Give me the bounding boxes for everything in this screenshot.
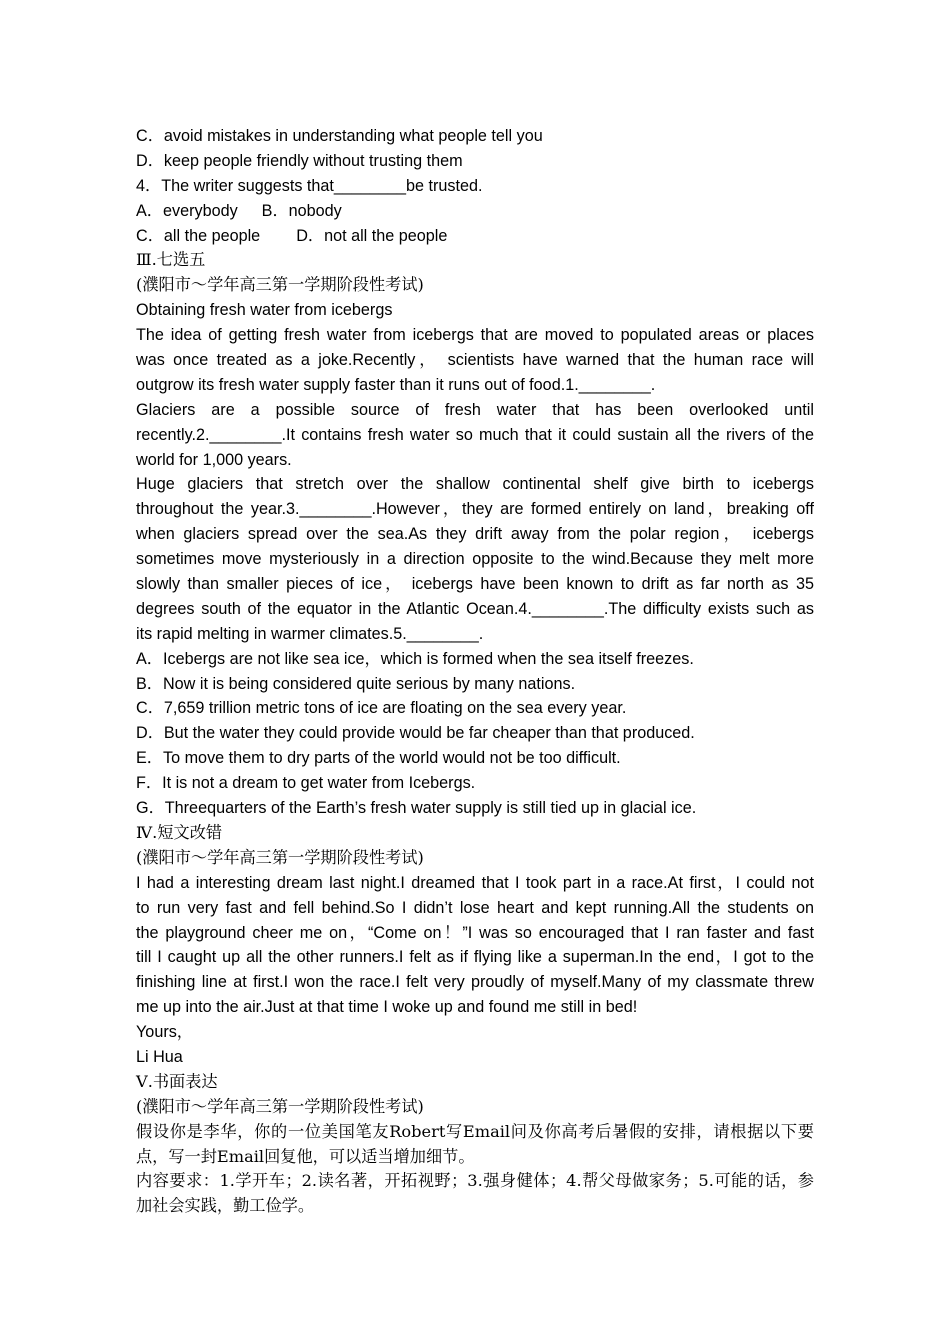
section-5-source: (濮阳市～学年高三第一学期阶段性考试) <box>136 1096 424 1116</box>
passage-line: slowly than smaller pieces of ice， icebergs have been known to drift as far north as 35 <box>136 575 814 594</box>
passage-line: sometimes move mysteriously in a direction opposite to the wind.Because they melt more <box>136 550 814 569</box>
writing-prompt-line: 加社会实践，勤工俭学。 <box>136 1196 315 1216</box>
passage-line: outgrow its fresh water supply faster than it runs out of food.1.________. <box>136 375 656 394</box>
writing-prompt-line: 假设你是李华，你的一位美国笔友Robert写Email问及你高考后暑假的安排，请根据以下要 <box>136 1121 814 1141</box>
error-correction-line: till I caught up all the other runners.I felt as if flying like a superman.In the end，I got to the <box>136 948 814 967</box>
error-correction-line: me up into the air.Just at that time I woke up and found me still in bed! <box>136 998 638 1017</box>
q4-option-c: C．all the people <box>136 226 261 245</box>
q3-option-c: C．avoid mistakes in understanding what people tell you <box>136 127 543 145</box>
passage-line: degrees south of the equator in the Atlantic Ocean.4.________.The difficulty exists such as <box>136 599 814 618</box>
q4-option-d: D．not all the people <box>296 226 448 245</box>
q4-options-cd <box>136 224 814 249</box>
option-a: A．Icebergs are not like sea ice，which is formed when the sea itself freezes. <box>136 649 694 668</box>
passage-line: The idea of getting fresh water from icebergs that are moved to populated areas or places <box>136 326 814 345</box>
section-4-heading: Ⅳ.短文改错 <box>136 822 223 842</box>
q4-stem: 4．The writer suggests that________be trusted. <box>136 176 483 195</box>
passage-line: Huge glaciers that stretch over the shallow continental shelf give birth to icebergs <box>136 475 814 494</box>
error-correction-line: finishing line at first.I won the race.I felt very proudly of myself.Many of my classmate threw <box>136 973 814 992</box>
writing-prompt-line: 点，写一封Email回复他，可以适当增加细节。 <box>136 1146 475 1166</box>
passage-line: when glaciers spread over the sea.As they drift away from the polar region， icebergs <box>136 525 814 544</box>
error-correction-line: to run very fast and fell behind.So I didn’t lose heart and kept running.All the students on <box>136 898 814 917</box>
error-correction-line: I had a interesting dream last night.I dreamed that I took part in a race.At first，I could not <box>136 873 814 892</box>
option-c: C．7,659 trillion metric tons of ice are floating on the sea every year. <box>136 699 627 718</box>
section-5-heading: Ⅴ.书面表达 <box>136 1071 218 1091</box>
writing-prompt-line: 内容要求：1.学开车；2.读名著，开拓视野；3.强身健体；4.帮父母做家务；5.可能的话，参 <box>136 1171 814 1191</box>
passage-line: its rapid melting in warmer climates.5.________. <box>136 624 484 643</box>
passage-line: world for 1,000 years. <box>136 450 292 469</box>
q4-option-a: A．everybody <box>136 201 238 220</box>
q4-options-ab <box>136 199 814 224</box>
q4-option-b: B．nobody <box>261 201 342 220</box>
letter-closing: Yours， <box>136 1023 193 1042</box>
option-d: D．But the water they could provide would be far cheaper than that produced. <box>136 724 695 743</box>
letter-signature: Li Hua <box>136 1047 183 1066</box>
passage-line: Glaciers are a possible source of fresh water that has been overlooked until <box>136 400 814 419</box>
passage-line: was once treated as a joke.Recently， scientists have warned that the human race will <box>136 351 814 370</box>
section-4-source: (濮阳市～学年高三第一学期阶段性考试) <box>136 847 424 867</box>
option-g: G．Threequarters of the Earth’s fresh water supply is still tied up in glacial ice. <box>136 799 697 818</box>
option-e: E．To move them to dry parts of the world would not be too difficult. <box>136 749 621 768</box>
error-correction-line: the playground cheer me on，“Come on！”I was so encouraged that I ran faster and fast <box>136 923 814 942</box>
section-3-source: (濮阳市～学年高三第一学期阶段性考试) <box>136 275 424 295</box>
option-b: B．Now it is being considered quite serious by many nations. <box>136 674 576 693</box>
document-content <box>136 124 814 1219</box>
q3-option-d: D．keep people friendly without trusting them <box>136 151 463 170</box>
passage-title: Obtaining fresh water from icebergs <box>136 301 393 320</box>
passage-line: throughout the year.3.________.However，they are formed entirely on land，breaking off <box>136 500 814 519</box>
passage-line: recently.2.________.It contains fresh water so much that it could sustain all the rivers of the <box>136 425 814 444</box>
section-3-heading: Ⅲ.七选五 <box>136 250 206 270</box>
option-f: F．It is not a dream to get water from Icebergs. <box>136 774 476 793</box>
